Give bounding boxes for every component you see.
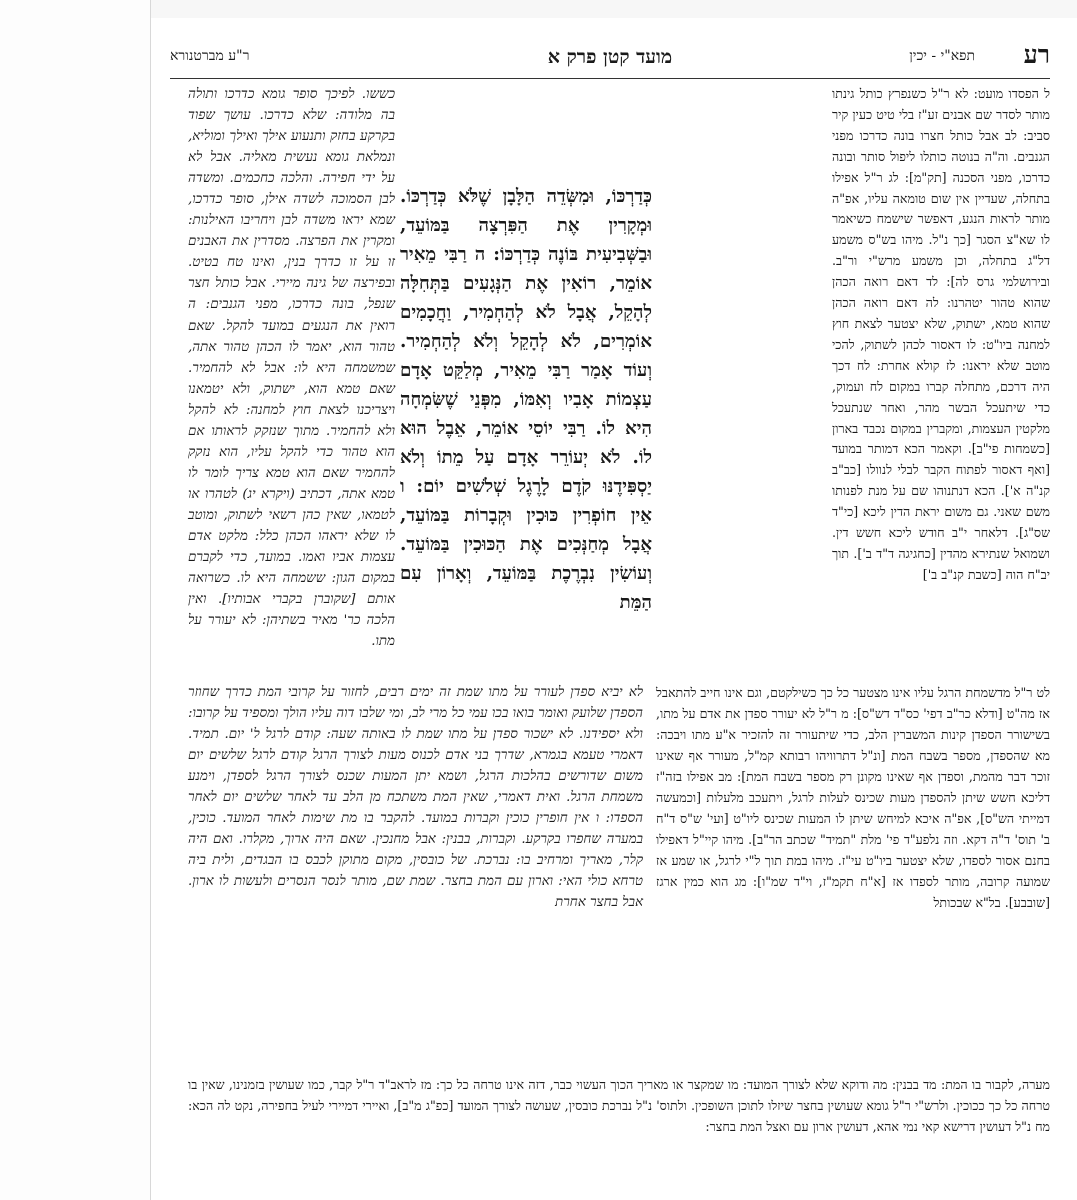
binding-gutter <box>0 0 150 1200</box>
page-header <box>170 40 1050 80</box>
tiferet-yisrael-column <box>832 84 1050 586</box>
commentary-label-tiferet: תפא"י - יכין <box>909 48 975 64</box>
mishnah-column <box>400 182 652 617</box>
bartenura-text: כששו. לפיכך סופר גומא כדרכו ותולה בה מלודה: שלא כדרכו. עושך שפוד בקרקע בחזק ותנעוע אילך ואילך ומוליא, ונמלאת גומא נעשית מאליה. אבל לא על ידי חפירה. והלכה כחכמים. ומשדה לבן הסמוכה לשדה אילן, סופר כדרכו, שמא יראו משדה לבן ויחריבו האילנות: ומקרין את הפרצה. מסדרין את האבנים זו על זו כדרך בנין, ואינו טח בטיט. ובפירצה של גינה מיירי. אבל כותל חצר שנפל, בונה כדרכו, מפני הגנבים: ה רואין את הנגעים במועד להקל. שאם טהור הוא, יאמר לו הכהן טהור אתה, שמשמחה היא לו: אבל לא להחמיר. שאם טמא הוא, ישתוק, ולא יטמאנו ויצריכנו לצאת חוץ למחנה: לא להקל ולא להחמיר. מתוך שנזקק לראותו אם הוא טהור כדי להקל עליו, הוא נזקק להחמיר שאם הוא טמא צריך לומר לו טמא אתה, דכתיב (ויקרא יג) לטהרו או לטמאו, שאין כהן רשאי לשתוק, ומוטב לו שלא יראהו הכהן כלל: מלקט אדם עצמות אביו ואמו. במועד, כדי לקברם במקום הגון: ששמחה היא לו. כשרואה אותם [שקוברן בקברי אבותיו]. ואין הלכה כר' מאיר בשתיהן: לא יעורר על מתו. <box>188 87 395 650</box>
gutter-divider <box>150 0 151 1200</box>
tiferet-yisrael-bottom-text: לט ר"ל מדשמחת הרגל עליו אינו מצטער כל כך כשילקטם, וגם אינו חייב להתאבל אז מה"ט [ודלא כר"ב דפי' כס"ד דש"ס]: מ ר"ל לא יעורר ספדן את אדם על מתו, בשישורר הספדן קינות המשברין הלב, כדי שיתעורר זה להזכיר א"ע מתו ויבכה: מא שהספדן, מספר בשבח המת [ונ"ל דתרוויהו רבותא קמ"ל, מעורר אף שאינו זוכר דבר מהמת, וספדן אף שאינו מקונן רק מספר בשבח המת]: מב אפילו בזה"ז דליכא חשש שיתן להספדן מעות שכינס לעלות לרגל, ויתעכב מלעלות [וכמעשה דמייתי הש"ס], אפ"ה איכא למיחש שיתן לו המעות שכינס ליו"ט [ועי' ש"ס ד"ח ב' תוס' ד"ה דקא. וזה נלפע"ד פי' מלת "תמיד" שכתב הר"ב]. מיהו קיי"ל דאפילו בחנם אסור לספדו, שלא יצטער ביו"ט עי"ז. מיהו במת תוך ל"י לרגל, או שמע אז שמועה קרובה, מותר לספדו אז [א"ח תקמ"ז, וי"ד שמ"ו]: מג הוא כמין ארגז [שובבע]. בל"א שבכותל <box>656 685 1050 910</box>
header-rule <box>170 78 1050 79</box>
bartenura-bottom-text: לא יביא ספדן לעורר על מתו שמת זה ימים רבים, לחזור על קרובי המת כדרך שחוזר הספדן שלועק ואומר בואו בכו עמי כל מרי לב, ומי שלבו דוה עליו הולך ומספיד על קרובו: ולא יספידנו. לא ישכור ספדן על מתו שמת לו באותה שעה: קודם לרגל ל' יום. תמיד. דאמרי טעמא בגמרא, שדרך בני אדם לכנוס מעות לצורך הרגל קודם לרגל שלשים יום משום שדורשים בהלכות הרגל, ושמא יתן המעות שכנס לצורך הרגל לספדן, וימנע משמחת הרגל. ואית דאמרי, שאין המת משתכח מן הלב עד לאחר שלשים יום לאחר הספדו: ו אין חופרין כוכין וקברות במועד. להקבר בו מת שימות לאחר המועד. כוכין, במערה שחפרו בקרקע. וקברות, בבנין: אבל מחנכין. שאם היה ארוך, מקלרו. ואם היה קלר, מאריך ומרחיב בו: נברכת. של כובסין, מקום מתוקן לכבס בו הבגדים, ולית ביה טרחא כולי האי: וארון עם המת בחצר. שמת שם, מותר לנסר הנסרים ולעשות לו ארון. אבל בחצר אחרת <box>188 685 643 911</box>
tractate-title: מועד קטן פרק א <box>547 46 673 68</box>
tiferet-yisrael-footer-block <box>188 1074 1050 1137</box>
bartenura-column <box>188 84 395 652</box>
bartenura-bottom-block <box>188 682 643 914</box>
tiferet-yisrael-bottom-block <box>656 682 1050 913</box>
tiferet-yisrael-text: ל הפסדו מועט: לא ר"ל כשנפרץ כותל גינתו מותר לסדר שם אבנים זע"ז בלי טיט כעין קיר סביב: לב אבל כותל חצרו בונה כדרכו מפני הגנבים. וה"ה בנוטה כותלו ליפול סותר ובונה כדרכו, מפני הסכנה [תק"מ]: לג ר"ל אפילו בתחלה, שעדיין אין שום טומאה עליו, אפ"ה מותר לראות הנגע, דאפשר שישמח כשיאמר לו שא"צ הסגר [כך נ"ל. מיהו בש"ס משמע דל"ג בתחלה, וכן משמע מרש"י ור"ב. ובירושלמי גרס לה]: לד דאם רואה הכהן שהוא טהור יטהרנו: לה דאם רואה הכהן שהוא טמא, ישתוק, שלא יצטער לצאת חוץ למחנה ביו"ט: לו דאסור לכהן לשתוק, להכי מוטב שלא יראנו: לז קולא אחרת: לח דכך היה דרכם, מתחלה קברו במקום לח ועמוק, כדי שיתעכל הבשר מהר, ואחר שנתעכל מלקטין העצמות, ומקברין במקום נכבד בארון [כשמחות פי"ב]. וקאמר הכא דמותר במועד [ואף דאסור לפתוח הקבר לבלי לנוולו [כב"ב קנ"ה א']. הכא דנתנוהו שם על מנת לפנותו משם שאני. גם משום יראת הדין ליכא [כי"ד שס"ג]. דלאחר י"ב חודש ליכא חשש דין. ושמואל שנתירא מהדין [כחגיגה ד"ד ב']. תוך יב"ח הוה [כשבת קנ"ב ב'] <box>832 86 1050 582</box>
page-number: רע <box>1023 40 1050 69</box>
mishnah-text: כְּדַרְכּוֹ, וּמִשְּׂדֵה הַלָּבָן שֶׁלֹּא כְּדַרְכּוֹ. וּמְקָרִין אֶת הַפִּרְצָה בַּמּוֹעֵד, וּבַשְּׁבִיעִית בּוֹנֶה כְּדַרְכּוֹ: ה רַבִּי מֵאִיר אוֹמֵר, רוֹאִין אֶת הַנְּגָעִים בַּתְּחִלָּה לְהָקֵל, אֲבָל לֹא לְהַחְמִיר, וַחֲכָמִים אוֹמְרִים, לֹא לְהָקֵל וְלֹא לְהַחְמִיר. וְעוֹד אָמַר רַבִּי מֵאִיר, מְלַקֵּט אָדָם עַצְמוֹת אָבִיו וְאִמּוֹ, מִפְּנֵי שֶׁשִּׂמְחָה הִיא לוֹ. רַבִּי יוֹסֵי אוֹמֵר, אֵבֶל הוּא לוֹ. לֹא יְעוֹרֵר אָדָם עַל מֵתוֹ וְלֹא יַסְפִּידֶנּוּ קֹדֶם לָרֶגֶל שְׁלֹשִׁים יוֹם: ו אֵין חוֹפְרִין כּוּכִין וּקְבָרוֹת בַּמּוֹעֵד, אֲבָל מְחַנְּכִים אֶת הַכּוּכִין בַּמּוֹעֵד. וְעוֹשִׂין נִבְרֶכֶת בַּמּוֹעֵד, וְאָרוֹן עִם הַמֵּת <box>400 186 652 613</box>
tiferet-yisrael-footer-text: מערה, לקבור בו המת: מד בבנין: מה ודוקא שלא לצורך המועד: מו שמקצר או מאריך הכוך העשוי כבר, דזה אינו טרחה כל כך: מז לראב"ד ר"ל קבר, כמו שעושין בזמנינו, שאין בו טרחה כל כך ככוכין. ולרש"י ר"ל גומא שעושין בחצר שיזלו לתוכן השופכין. ולתוס' נ"ל נברכת כובסין, שעושה לצורך המועד [כפ"ג מ"ב], ואיירי דמיירי לעיל בחפירה, נקט לה הכא: מח נ"ל דעושין דרישא קאי נמי אהא, דעושין ארון עם ואצל המת בחצר: <box>188 1077 1050 1134</box>
commentary-label-bartenura: ר"ע מברטנורא <box>170 48 250 64</box>
page-top-edge <box>0 0 1077 18</box>
